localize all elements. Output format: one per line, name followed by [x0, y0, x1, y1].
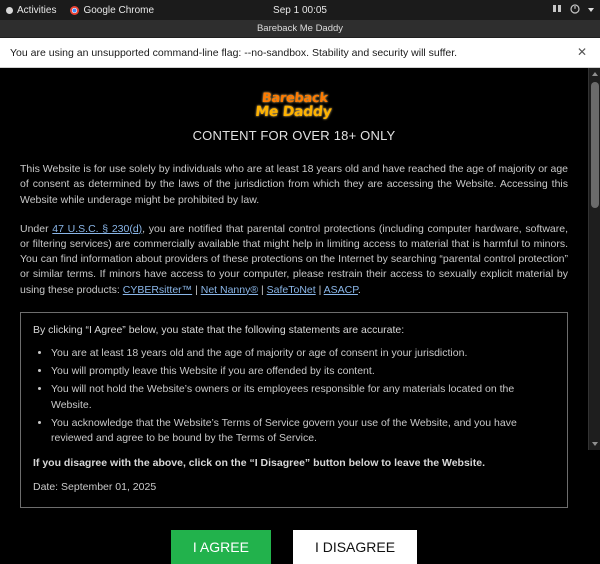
unsupported-flag-infobar — [0, 38, 600, 68]
filter-link-netnanny[interactable]: Net Nanny® — [200, 283, 259, 296]
close-icon[interactable]: ✕ — [576, 44, 588, 59]
browser-window — [0, 20, 600, 555]
activities-label: Activities — [17, 4, 57, 16]
paragraph-age-requirement: This Website is for use solely by individuals who are at least 18 years old and have reached the age of majority or age of consent as determined by the laws of the jurisdiction from which they are accessing the Website. Accessing this Website while underage might be prohibited by law. — [20, 163, 568, 206]
filters-sep-2: | — [258, 283, 267, 296]
infobar-message: You are using an unsupported command-line flag: --no-sandbox. Stability and security will suffer. — [10, 46, 458, 59]
page-viewport — [0, 68, 600, 555]
dot-icon — [6, 7, 13, 14]
window-titlebar — [0, 20, 600, 38]
current-date: Date: September 01, 2025 — [33, 480, 157, 493]
app-menu-label: Google Chrome — [83, 4, 155, 16]
logo-line-1: Bareback — [260, 91, 329, 106]
window-title: Bareback Me Daddy — [256, 23, 344, 34]
filter-link-safetonet[interactable]: SafeToNet — [266, 283, 316, 296]
chrome-icon — [70, 6, 79, 15]
page-title: CONTENT FOR OVER 18+ ONLY — [192, 128, 396, 144]
disagree-button[interactable]: I DISAGREE — [293, 530, 417, 564]
activities-button[interactable] — [6, 5, 56, 16]
clock: Sep 1 00:05 — [273, 4, 327, 16]
agreement-lead: By clicking “I Agree” below, you state that the following statements are accurate: — [33, 323, 405, 336]
system-top-bar — [0, 0, 600, 20]
agreement-box — [20, 312, 568, 508]
para2-prefix: Under — [20, 222, 53, 235]
paragraph-parental-controls — [20, 222, 568, 298]
logo-line-2: Me Daddy — [254, 104, 333, 120]
chevron-down-icon[interactable] — [588, 8, 594, 12]
scroll-down-icon[interactable] — [592, 442, 598, 446]
list-item: • You are at least 18 years old and the age of majority or age of consent in your jurisdiction. — [51, 346, 555, 361]
scrollbar-thumb[interactable] — [591, 82, 599, 208]
scroll-up-icon[interactable] — [592, 72, 598, 76]
list-item: • You acknowledge that the Website’s Terms of Service govern your use of the Website, and you have reviewed and agree to be bound by the Terms of Service. — [51, 416, 555, 446]
page-scrollbar[interactable] — [588, 68, 600, 450]
filters-sep-3: | — [315, 283, 324, 296]
age-verification-page — [0, 68, 588, 555]
usc-230d-link[interactable]: 47 U.S.C. § 230(d) — [52, 222, 143, 235]
disagree-instruction: If you disagree with the above, click on the “I Disagree” button below to leave the Website. — [33, 457, 485, 470]
filters-end: . — [357, 283, 361, 296]
filters-sep-1: | — [192, 283, 201, 296]
filter-link-asacp[interactable]: ASACP — [323, 283, 358, 296]
site-logo — [20, 92, 568, 121]
list-item: • You will not hold the Website’s owners or its employees responsible for any materials located on the Website. — [51, 382, 555, 412]
agree-button[interactable]: I AGREE — [171, 530, 271, 564]
power-icon[interactable] — [570, 4, 580, 17]
list-item: • You will promptly leave this Website if you are offended by its content. — [51, 364, 555, 379]
agreement-bullet-list — [33, 346, 555, 446]
action-button-row — [20, 530, 568, 564]
app-menu-chrome[interactable] — [70, 5, 154, 16]
para2-suffix: , you are notified that parental control protections (including computer hardware, software, or filtering services) are commercially available that might help in limiting access to material that is harmful to minors. You can find information about providers of these protections on the Internet by searching “parental control protection” or similar terms. If minors have access to your computer, please restrain their access to sexually explicit material by using these products: — [20, 222, 569, 296]
network-icon[interactable] — [552, 4, 562, 16]
filter-link-cybersitter[interactable]: CYBERsitter™ — [122, 283, 193, 296]
